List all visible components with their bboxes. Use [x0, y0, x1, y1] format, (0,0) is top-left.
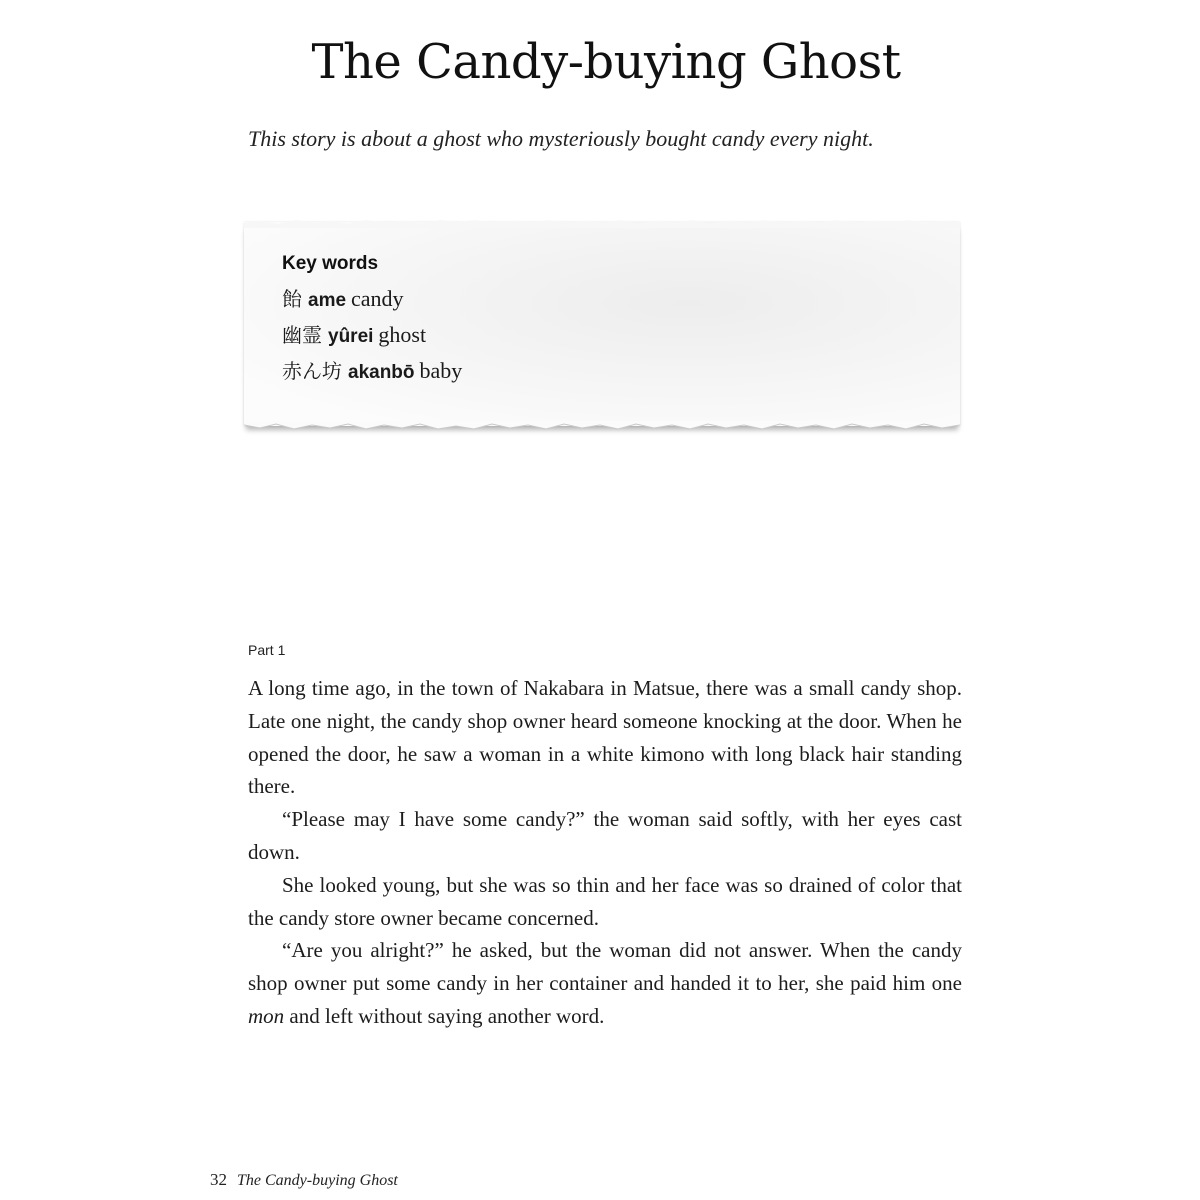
key-word-romaji: ame — [308, 290, 347, 311]
story-paragraph — [248, 934, 962, 1032]
key-word-row — [282, 283, 404, 315]
key-word-meaning: baby — [419, 358, 463, 383]
key-word-japanese: 飴 — [282, 287, 302, 311]
paragraph-text-after: and left without saying another word. — [284, 1003, 605, 1028]
key-words-box — [244, 222, 960, 426]
page-title: The Candy-buying Ghost — [311, 34, 901, 91]
page-number: 32 — [210, 1170, 227, 1189]
story-paragraph: A long time ago, in the town of Nakabara in Matsue, there was a small candy shop. Late one night, the candy shop owner heard someone knocking at the door. When he opened the door, he saw a woman in a white kimono with long black hair standing there. — [248, 676, 962, 799]
story-body — [248, 672, 962, 1033]
key-word-meaning: ghost — [378, 322, 427, 347]
italic-term: mon — [248, 1003, 285, 1028]
key-word-japanese: 幽霊 — [282, 323, 322, 347]
story-paragraph: She looked young, but she was so thin and her face was so drained of color that the candy store owner became concerned. — [248, 872, 962, 930]
key-word-japanese: 赤ん坊 — [282, 359, 342, 383]
key-word-romaji: akanbō — [348, 362, 415, 383]
page-footer — [210, 1170, 398, 1191]
key-word-meaning: candy — [351, 286, 404, 311]
story-intro: This story is about a ghost who mysteriously bought candy every night. — [248, 126, 874, 151]
key-word-row — [282, 355, 462, 387]
key-word-romaji: yûrei — [328, 326, 374, 347]
key-words-heading: Key words — [282, 253, 379, 274]
torn-edge-bottom — [244, 421, 960, 431]
torn-edge-top — [244, 218, 960, 228]
paragraph-text-before: “Are you alright?” he asked, but the woman did not answer. When the candy shop owner put some candy in her container and handed it to her, she paid him one — [248, 938, 962, 996]
part-label: Part 1 — [248, 642, 286, 658]
key-word-row — [282, 319, 426, 351]
running-title: The Candy-buying Ghost — [237, 1172, 398, 1189]
story-paragraph: “Please may I have some candy?” the woman said softly, with her eyes cast down. — [248, 807, 962, 864]
